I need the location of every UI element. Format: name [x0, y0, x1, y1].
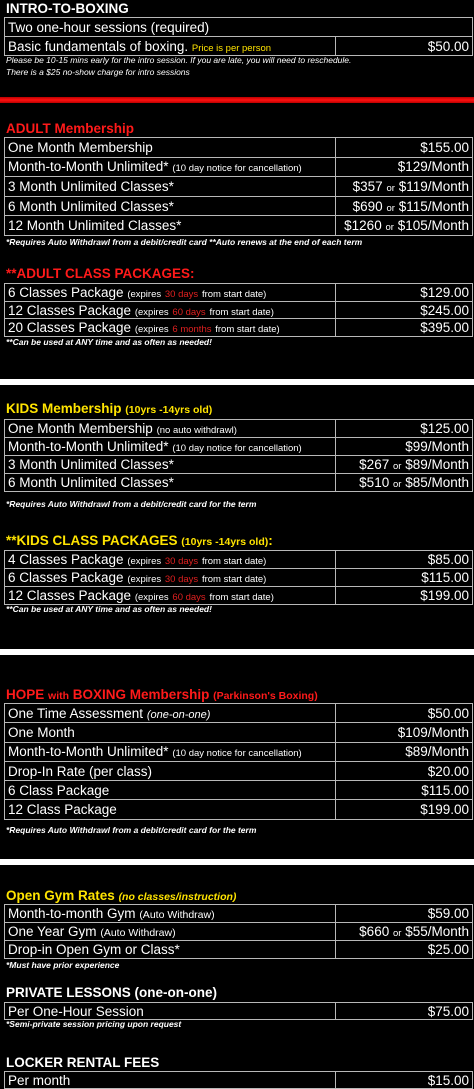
row-price: $357 or $119/Month	[336, 177, 473, 197]
intro-table	[4, 17, 473, 56]
row-price: $395.00	[336, 319, 473, 337]
row-label: 6 Month Unlimited Classes*	[5, 196, 336, 216]
intro-title: INTRO-TO-BOXING	[6, 1, 129, 16]
table-row	[5, 742, 473, 761]
adult-note: *Requires Auto Withdrawl from a debit/credit card **Auto renews at the end of each term	[6, 237, 363, 247]
row-price: $245.00	[336, 301, 473, 319]
row-price: $690 or $115/Month	[336, 196, 473, 216]
row-label: Month-to-Month Unlimited* (10 day notice for cancellation)	[5, 438, 336, 456]
row-label: Month-to-month Gym (Auto Withdraw)	[5, 905, 336, 923]
locker-title: LOCKER RENTAL FEES	[6, 1055, 160, 1070]
table-row	[5, 800, 473, 819]
kids-title: KIDS Membership (10yrs -14yrs old)	[6, 401, 213, 416]
private-note: *Semi-private session pricing upon request	[6, 1019, 182, 1029]
table-row	[5, 18, 473, 37]
row-price: $75.00	[336, 1003, 473, 1020]
row-label: 6 Classes Package (expires 30 days from start date)	[5, 569, 336, 587]
kids-packages-table	[4, 550, 473, 605]
table-row	[5, 37, 473, 56]
row-label: 12 Classes Package (expires 60 days from start date)	[5, 301, 336, 319]
row-price: $155.00	[336, 138, 473, 158]
adult-packages-note: **Can be used at ANY time and as often as needed!	[6, 337, 212, 347]
table-row	[5, 456, 473, 474]
row-label: 12 Classes Package (expires 60 days from start date)	[5, 587, 336, 605]
open-gym-title: Open Gym Rates (no classes/instruction)	[6, 888, 237, 903]
open-gym-note: *Must have prior experience	[6, 960, 120, 970]
table-row	[5, 196, 473, 216]
table-row	[5, 704, 473, 723]
row-price: $50.00	[336, 704, 473, 723]
row-label: One Time Assessment (one-on-one)	[5, 704, 336, 723]
table-row	[5, 923, 473, 941]
kids-packages-note: **Can be used at ANY time and as often as needed!	[6, 604, 212, 614]
row-price: $99/Month	[336, 438, 473, 456]
row-label: One Year Gym (Auto Withdraw)	[5, 923, 336, 941]
table-row	[5, 1072, 473, 1089]
intro-note-2: There is a $25 no-show charge for intro sessions	[6, 67, 190, 77]
row-price: $109/Month	[336, 723, 473, 742]
row-label: Month-to-Month Unlimited* (10 day notice for cancellation)	[5, 742, 336, 761]
table-row	[5, 438, 473, 456]
row-price: $129.00	[336, 284, 473, 302]
row-price: $129/Month	[336, 157, 473, 177]
table-row	[5, 905, 473, 923]
hope-title: HOPE with BOXING Membership (Parkinson's Boxing)	[6, 687, 318, 702]
row-price: $59.00	[336, 905, 473, 923]
row-price: $20.00	[336, 761, 473, 780]
row-label: 6 Month Unlimited Classes*	[5, 474, 336, 492]
row-label: 6 Class Package	[5, 781, 336, 800]
row-price: $89/Month	[336, 742, 473, 761]
intro-price: $50.00	[336, 37, 473, 56]
table-row	[5, 420, 473, 438]
table-row	[5, 216, 473, 236]
row-price: $267 or $89/Month	[336, 456, 473, 474]
table-row	[5, 301, 473, 319]
table-row	[5, 177, 473, 197]
row-label: Drop-in Open Gym or Class*	[5, 941, 336, 959]
adult-packages-table	[4, 283, 473, 337]
row-price: $510 or $85/Month	[336, 474, 473, 492]
locker-table	[4, 1071, 473, 1089]
open-gym-table	[4, 904, 473, 959]
row-label: Per One-Hour Session	[5, 1003, 336, 1020]
table-row	[5, 551, 473, 569]
table-row	[5, 319, 473, 337]
row-label: 4 Classes Package (expires 30 days from start date)	[5, 551, 336, 569]
row-price: $199.00	[336, 800, 473, 819]
row-price: $125.00	[336, 420, 473, 438]
intro-note-1: Please be 10-15 mins early for the intro session. If you are late, you will need to reschedule.	[6, 55, 352, 65]
row-label: 12 Month Unlimited Classes*	[5, 216, 336, 236]
private-table	[4, 1002, 473, 1020]
table-row	[5, 157, 473, 177]
section-divider	[0, 97, 474, 103]
table-row	[5, 474, 473, 492]
section-divider	[0, 379, 474, 385]
row-price: $85.00	[336, 551, 473, 569]
row-label: One Month Membership (no auto withdrawl)	[5, 420, 336, 438]
row-label: 20 Classes Package (expires 6 months from start date)	[5, 319, 336, 337]
table-row	[5, 138, 473, 158]
kids-packages-title: **KIDS CLASS PACKAGES (10yrs -14yrs old):	[6, 533, 273, 548]
row-label: Per month	[5, 1072, 336, 1089]
row-label: Month-to-Month Unlimited* (10 day notice for cancellation)	[5, 157, 336, 177]
table-row	[5, 761, 473, 780]
table-row	[5, 781, 473, 800]
row-price: $1260 or $105/Month	[336, 216, 473, 236]
adult-packages-title: **ADULT CLASS PACKAGES:	[6, 266, 195, 281]
row-label: 6 Classes Package (expires 30 days from start date)	[5, 284, 336, 302]
table-row	[5, 1003, 473, 1020]
adult-table	[4, 137, 473, 236]
intro-row-label: Basic fundamentals of boxing. Price is per person	[5, 37, 336, 56]
row-label: 3 Month Unlimited Classes*	[5, 177, 336, 197]
row-label: One Month Membership	[5, 138, 336, 158]
row-label: Drop-In Rate (per class)	[5, 761, 336, 780]
hope-table	[4, 703, 473, 820]
adult-title: ADULT Membership	[6, 121, 135, 136]
price-note: Price is per person	[191, 42, 272, 54]
private-title: PRIVATE LESSONS (one-on-one)	[6, 985, 217, 1000]
row-label: 12 Class Package	[5, 800, 336, 819]
row-label: 3 Month Unlimited Classes*	[5, 456, 336, 474]
row-price: $25.00	[336, 941, 473, 959]
kids-note: *Requires Auto Withdrawl from a debit/credit card for the term	[6, 499, 257, 509]
table-row	[5, 941, 473, 959]
row-price: $115.00	[336, 569, 473, 587]
section-divider	[0, 859, 474, 865]
table-row	[5, 569, 473, 587]
row-price: $15.00	[336, 1072, 473, 1089]
row-price: $660 or $55/Month	[336, 923, 473, 941]
table-row	[5, 723, 473, 742]
row-price: $199.00	[336, 587, 473, 605]
section-divider	[0, 649, 474, 655]
table-row	[5, 587, 473, 605]
row-price: $115.00	[336, 781, 473, 800]
hope-note: *Requires Auto Withdrawl from a debit/credit card for the term	[6, 825, 257, 835]
row-label: One Month	[5, 723, 336, 742]
intro-row-label: Two one-hour sessions (required)	[5, 18, 473, 37]
table-row	[5, 284, 473, 302]
kids-table	[4, 419, 473, 492]
